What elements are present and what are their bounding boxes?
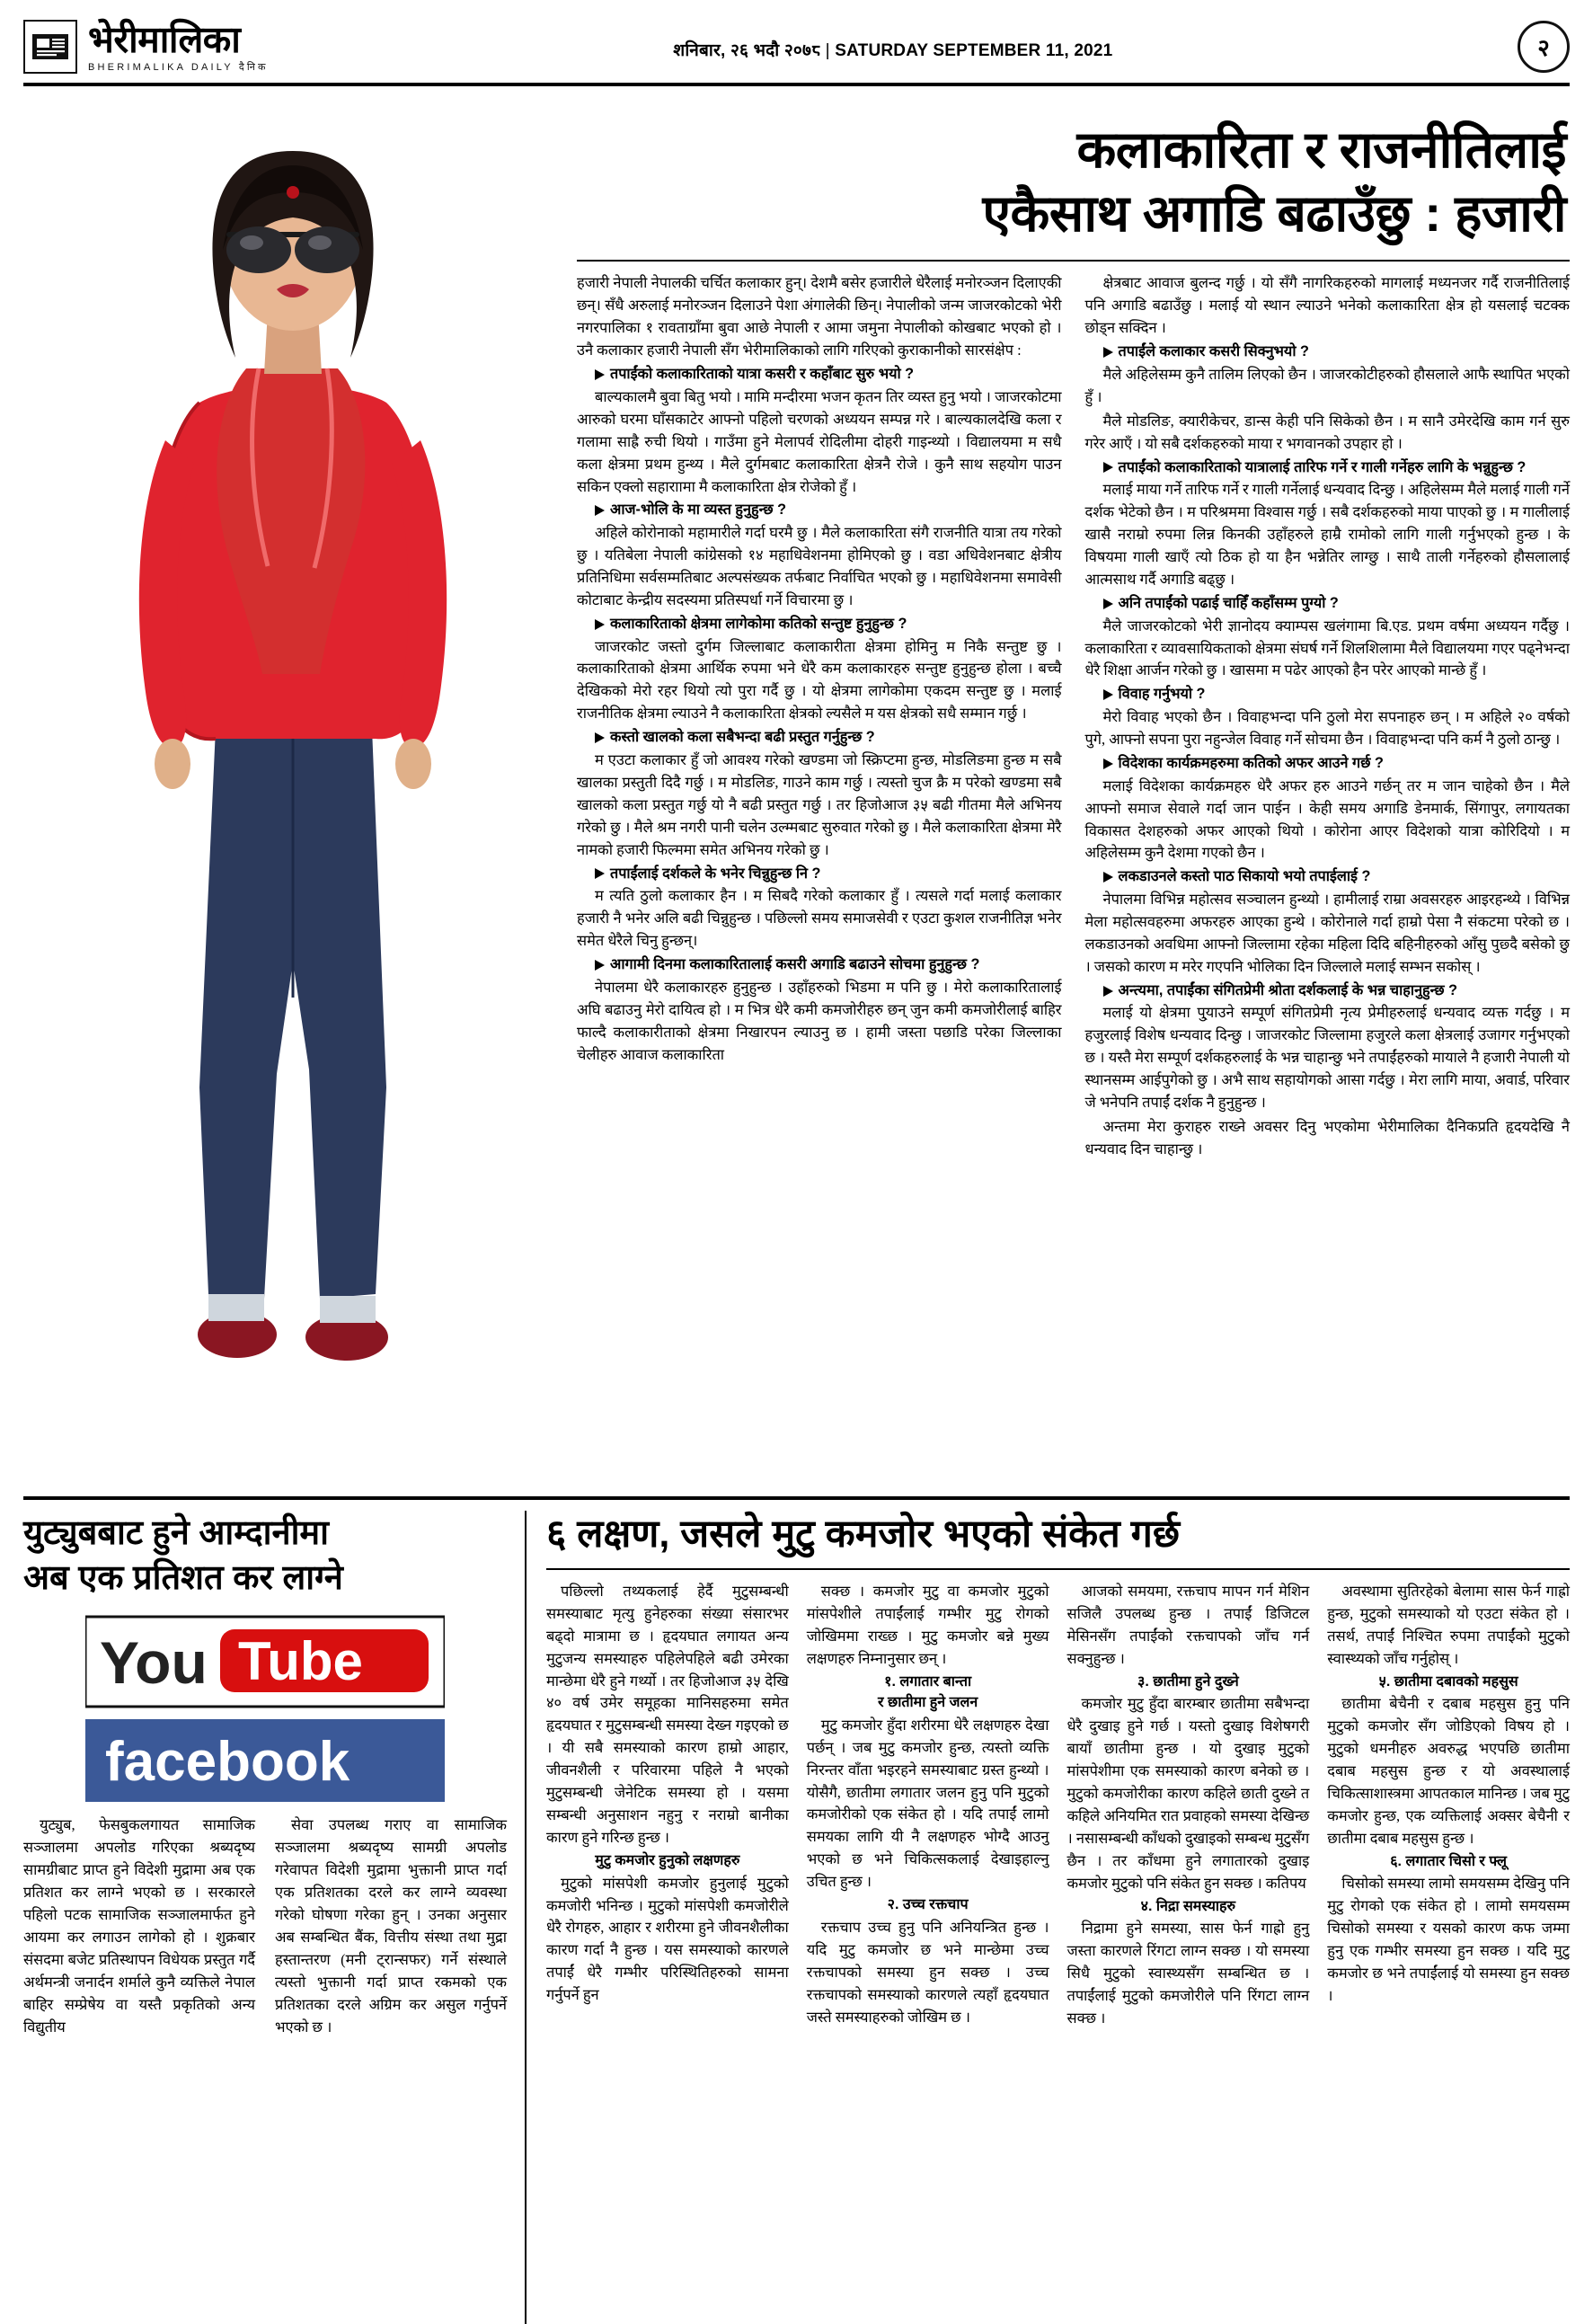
lead-story-text bbox=[577, 99, 1570, 1487]
newspaper-subtitle: BHERIMALIKA DAILY दैनिक bbox=[88, 61, 269, 73]
newspaper-title: भेरीमालिका bbox=[88, 18, 241, 60]
body-paragraph: मैले मोडलिङ, क्यारीकेचर, डान्स केही पनि सिकेको छैन । म सानै उमेरदेखि काम गर्न सुरु गरेर आएँ । यो सबै दर्शकहरुको माया र भगवानको उपहार हो । bbox=[1084, 412, 1570, 452]
body-paragraph: सक्छ । कमजोर मुटु वा कमजोर मुटुको मांसपेशीले तपाईंलाई गम्भीर मुटु रोगको जोखिममा राख्छ । मुटु कमजोर बन्ने मुख्य लक्षणहरु निम्नानुसार छन् । bbox=[806, 1582, 1049, 1667]
question-heading bbox=[577, 727, 1062, 748]
body-paragraph: नेपालमा विभिन्न महोत्सव सञ्चालन हुन्थ्यो । हामीलाई राम्रा अवसरहरु आइरहन्थ्ये । विभिन्न मेला महोत्सवहरुमा अफरहरु आएका हुन्थे । कोरोनाले गर्दा हाम्रो पेसा नै संकटमा परेको छ । लकडाउनको अवधिमा आफ्नो जिल्लामा रहेका महिला दिदि बहिनीहरुको आँसु पुछ्दै बसेको छु । जसको कारण म मरेर गएपनि भोलिका दिन जिल्लाले मलाई सम्भन सकोस् । bbox=[1084, 891, 1570, 975]
youtube-article-columns bbox=[23, 1814, 507, 2040]
heart-article-headline: ६ लक्षण, जसले मुटु कमजोर भएको संकेत गर्छ bbox=[546, 1511, 1570, 1570]
bullet-triangle-icon bbox=[595, 732, 605, 743]
date-separator: | bbox=[825, 41, 830, 60]
question-heading bbox=[577, 500, 1062, 520]
question-text: तपाईंको कलाकारिताको यात्रा कसरी र कहाँबाट सुरु भयो ? bbox=[610, 366, 915, 383]
symptom-heading: ६. लगातार चिसो र फ्लू bbox=[1390, 1853, 1508, 1869]
svg-text:You: You bbox=[100, 1629, 208, 1697]
bullet-triangle-icon bbox=[1103, 986, 1113, 997]
headline-line-1: कलाकारिता र राजनीतिलाई bbox=[1076, 121, 1566, 179]
lead-story bbox=[23, 99, 1570, 1487]
bullet-triangle-icon bbox=[595, 960, 605, 971]
bullet-triangle-icon bbox=[1103, 599, 1113, 609]
body-paragraph: मेरो विवाह भएको छैन । विवाहभन्दा पनि ठुलो मेरा सपनाहरु छन् । म अहिले २० वर्षको पुगे, आफ्नो सपना पुरा नहुन्जेल विवाह गर्ने सोचमा छैन । विवाहभन्दा पनि कर्म नै ठुलो ठान्छु । bbox=[1084, 708, 1570, 749]
page-title bbox=[577, 99, 1570, 260]
bullet-triangle-icon bbox=[1103, 462, 1113, 473]
body-paragraph: म एउटा कलाकार हुँ जो आवश्य गरेको खण्डमा जो स्क्रिप्टमा हुन्छ, मोडलिङमा हुन्छ म सबै खालका प्रस्तुती दिदै गर्छु । म मोडलिङ, गाउने काम गर्छु । त्यस्तो चुज क्रै म परेको खण्डमा सबै खालको कला प्रस्तुत गर्छु यो नै बढी प्रस्तुत गर्छु । तर हिजोआज ३५ बढी गीतमा मैले अभिनय गरेको छु । मैले श्रम नगरी पानी चलेन उल्म्मबाट सुरुवात गरेको छु । मैले कलाकारिता क्षेत्रमा मेरै नामको हजारी फिल्ममा समेत अभिनय गरेको छु । bbox=[577, 750, 1062, 858]
facebook-logo bbox=[85, 1719, 445, 1802]
body-paragraph: मुटु कमजोर हुँदा शरीरमा धेरै लक्षणहरु देखा पर्छन् । जब मुटु कमजोर हुन्छ, त्यस्तो व्यक्ति निरन्तर वाँता भइरहने समस्याबाट ग्रस्त हुन्थ्यो । योसैगै, छातीमा लगातार जलन हुनु पनि मुटुको कमजोरीको एक संकेत हो । यदि तपाईं लामो समयका लागि यी नै लक्षणहरु भोग्दै आउनु भएको छ भने चिकित्सकलाई देखाइहाल्नु उचित हुन्छ । bbox=[806, 1716, 1049, 1891]
symptom-heading: २. उच्च रक्तचाप bbox=[887, 1897, 969, 1913]
bullet-triangle-icon bbox=[1103, 347, 1113, 358]
body-paragraph: क्षेत्रबाट आवाज बुलन्द गर्छु । यो सँगै नागरिकहरुको मागलाई मध्यनजर गर्दै राजनीतिलाई पनि अगाडि बढाउँछु । मलाई यो स्थान ल्याउने भनेको कलाकारिता क्षेत्र हो यसलाई चटक्क छोड्न सक्दिन । bbox=[1084, 274, 1570, 337]
social-logos bbox=[23, 1613, 507, 1802]
date-nepali: शनिबार, २६ भदौ २०७८ bbox=[673, 41, 821, 60]
body-paragraph: जाजरकोट जस्तो दुर्गम जिल्लाबाट कलाकारीता क्षेत्रमा होमिनु म निकै सन्तुष्ट छु । कलाकारिताको क्षेत्रमा आर्थिक रुपमा भने धेरै कम कलाकारहरु सन्तुष्ट हुनुहुन्छ होला । बच्चै देखिकको मेरो रहर थियो त्यो पुरा गर्दै छु । यो क्षेत्रमा लागेकोमा एकदम सन्तुष्ट छु । मलाई राजनीतिक क्षेत्रमा ल्याउने नै कलाकारिता क्षेत्रको ल्यसैले म यस क्षेत्रको सधै सम्मान गर्छु । bbox=[577, 637, 1062, 723]
youtube-column-2 bbox=[275, 1814, 507, 2040]
bullet-triangle-icon bbox=[1103, 758, 1113, 769]
youtube-col1-paragraph: युट्युब, फेसबुकलगायत सामाजिक सञ्जालमा अपलोड गरिएका श्रब्यदृष्य सामग्रीबाट प्राप्त हुने विदेशी मुद्रामा अब एक प्रतिशत कर लाग्ने भएको छ । सरकारले पहिलो पटक सामाजिक सञ्जालमार्फत हुने आयमा कर लगाउन लागेको हो । शुक्रबार संसदमा बजेट प्रतिस्थापन विधेयक प्रस्तुत गर्दै अर्थमन्त्री जनार्दन शर्माले कुनै व्यक्तिले नेपाल बाहिर सम्प्रेषेय वा यस्तै प्रकृतिको अन्य विद्युतीय bbox=[23, 1816, 255, 2036]
heart-column-2 bbox=[807, 1581, 1049, 2032]
question-heading bbox=[1085, 593, 1571, 614]
youtube-headline-line-1: युट्युबबाट हुने आम्दानीमा bbox=[23, 1514, 329, 1552]
body-paragraph: पछिल्लो तथ्यकलाई हेर्दै मुटुसम्बन्धी समस्याबाट मृत्यु हुनेहरुका संख्या संसारभर बढ्दो मात्रामा छ । हृदयघात लगायत अन्य मुटुजन्य समस्याहरु पहिलेपहिले बढी उमेरका मान्छेमा धेरै हुने गर्थ्यो । तर हिजोआज ३५ देखि ४० वर्ष उमेर समूहका मानिसहरुमा समेत हृदयघात र मुटुसम्बन्धी समस्या देख्न गइएको छ । यी सबै समस्याको कारण हाम्रो आहार, जीवनशैली र परिवारमा पहिले नै भएको मुटुसम्बन्धी जेनेटिक समस्या हो । यसमा सम्बन्धी अनुसाशन नहुनु र नराम्रो बानीका कारण हुने गरिन्छ हुन्छ । bbox=[546, 1582, 789, 1847]
masthead-brand bbox=[23, 20, 269, 74]
question-heading bbox=[577, 614, 1062, 634]
body-paragraph: चिसोको समस्या लामो समयसम्म देखिनु पनि मुटु रोगको एक संकेत हो । लामो समयसम्म चिसोको समस्या र यसको कारण कफ जम्मा हुनु एक गम्भीर समस्या हुन सक्छ । यदि मुटु कमजोर छ भने तपाईंलाई यो समस्या हुन सक्छ । bbox=[1327, 1875, 1570, 2004]
body-paragraph: रक्तचाप उच्च हुनु पनि अनियन्त्रित हुन्छ । यदि मुटु कमजोर छ भने मान्छेमा उच्च रक्तचापको समस्या हुन सक्छ । उच्च रक्तचापको समस्याको कारणले त्यहाँ हृदयघात जस्ते समस्याहरुको जोखिम छ । bbox=[806, 1918, 1049, 2026]
body-paragraph: मलाई माया गर्ने तारिफ गर्ने र गाली गर्नेलाई धन्यवाद दिन्छु । अहिलेसम्म मैले मलाई गाली गर्ने दर्शक भेटेको छैन । म परिश्रममा विश्वास गर्छु । सबै दर्शकहरुको माया पाएको छु । म गालीलाई खासै नराम्रो रुपमा लिन्न किनकी उहाँहरुले हाम्रै रामोको लागि गाली गर्नुभएको हुन्छ । के विषयमा गाली खाएँ त्यो ठिक हो या हैन भन्नेतिर लाग्छु । साथै ताली गर्नेहरुको हौसलालाई आत्मसाथ गर्दै अगाडि बढ्छु । bbox=[1084, 481, 1570, 588]
bullet-triangle-icon bbox=[595, 505, 605, 516]
lead-columns bbox=[577, 260, 1570, 1487]
body-paragraph: छातीमा बेचैनी र दबाब महसुस हुनु पनि मुटुको कमजोर सँग जोडिएको विषय हो । मुटुको धमनीहरु अवरुद्ध भएपछि छातीमा दबाब महसुस हुन्छ र यो अवस्थालाई चिकित्साशास्त्रमा आपतकाल मानिन्छ । जब मुटु कमजोर हुन्छ, एक व्यक्तिलाई अक्सर बेचैनी र छातीमा दबाब महसुस हुन्छ । bbox=[1327, 1695, 1570, 1847]
question-text: कलाकारिताको क्षेत्रमा लागेकोमा कतिको सन्तुष्ट हुनुहुन्छ ? bbox=[610, 615, 907, 632]
heart-article-columns bbox=[546, 1581, 1570, 2032]
body-paragraph: बाल्यकालमै बुवा बितु भयो । मामि मन्दीरमा भजन कृतन तिर व्यस्त हुनु भयो । जाजरकोटमा आरुको घरमा घाँसकाटेर आफ्नो पहिलो चरणको अध्ययन सम्पन्न गरे । बाल्यकालदेखि कला र गलामा साह्रै रुची थियो । गाउँमा हुने मेलापर्व रोदिलीमा दोहरी गाइन्थ्यो । विद्यालयमा म सधै कला क्षेत्रमा प्रथम हुन्थ्य । मैले दुर्गमबाट कलाकारिता क्षेत्रनै रोजे । कुनै साथ सहयोग पाउन सकिन एक्लो सहाराामा मै कलाकारिता क्षेत्र रोजेको हुँ । bbox=[577, 387, 1062, 495]
question-text: तपाईंले कलाकार कसरी सिक्नुभयो ? bbox=[1118, 343, 1309, 360]
heart-column-1 bbox=[546, 1581, 789, 2032]
question-heading bbox=[1085, 342, 1571, 362]
lead-col1-body bbox=[577, 364, 1062, 1066]
symptom-heading: ४. निद्रा समस्याहरु bbox=[1140, 1898, 1236, 1914]
symptom-heading: ३. छातीमा हुने दुख्ने bbox=[1137, 1673, 1239, 1690]
body-paragraph: अवस्थामा सुतिरहेको बेलामा सास फेर्न गाह्रो हुन्छ, मुटुको समस्याको यो एउटा संकेत हो । तसर्थ, तपाईं निश्चित रुपमा तपाईंको मुटुको स्वास्थ्यको जाँच गर्नुहोस् । bbox=[1327, 1582, 1570, 1667]
lead-col2-body bbox=[1085, 272, 1571, 1161]
question-text: कस्तो खालको कला सबैभन्दा बढी प्रस्तुत गर्नुहुन्छ ? bbox=[610, 729, 875, 746]
body-paragraph: मैले अहिलेसम्म कुनै तालिम लिएको छैन । जाजरकोटीहरुको हौसलाले आफै स्थापित भएको हुँ । bbox=[1084, 365, 1570, 405]
question-text: तपाईंको कलाकारिताको यात्रालाई तारिफ गर्ने र गाली गर्नेहरु लागि के भन्नुहुन्छ ? bbox=[1118, 458, 1527, 475]
question-heading bbox=[1085, 980, 1571, 1001]
date-english: SATURDAY SEPTEMBER 11, 2021 bbox=[835, 41, 1113, 60]
newspaper-emblem-icon bbox=[23, 20, 77, 74]
question-heading bbox=[577, 364, 1062, 385]
symptom-heading: र छातीमा हुने जलन bbox=[878, 1695, 978, 1711]
question-heading bbox=[577, 954, 1062, 975]
body-paragraph: आजको समयमा, रक्तचाप मापन गर्न मेशिन सजिलै उपलब्ध हुन्छ । तपाईं डिजिटल मेसिनसँग तपाईंको रक्तचापको जाँच गर्न सक्नुहुन्छ । bbox=[1066, 1582, 1310, 1667]
masthead bbox=[23, 20, 1570, 86]
bullet-triangle-icon bbox=[595, 619, 605, 630]
headline-line-2: एकैसाथ अगाडि बढाउँछु : हजारी bbox=[982, 184, 1566, 243]
body-paragraph: कमजोर मुटु हुँदा बारम्बार छातीमा सबैभन्दा धेरै दुखाइ हुने गर्छ । यस्तो दुखाइ विशेषगरी बायाँ छातीमा हुन्छ । यो दुखाइ मुटुको मांसपेशीमा एक समस्याको कारण बनेको छ । मुटुको कमजोरीका कारण कहिले छाती दुख्ने त कहिले अनियमित रात प्रवाहको समस्या देखिन्छ । नसासम्बन्धी काँधको दुखाइको सम्बन्ध मुटुसँग छैन । तर काँधमा हुने लगातारको दुखाइ कमजोर मुटुको पनि संकेत हुन सक्छ । कतिपय bbox=[1066, 1695, 1310, 1892]
lead-intro: हजारी नेपाली नेपालकी चर्चित कलाकार हुन्। देशमै बसेर हजारीले धेरैलाई मनोरञ्जन दिलाएकी छन्। सँधै अरुलाई मनोरञ्जन दिलाउने पेशा अंगालेकी छिन्। नेपालीको जन्म जाजरकोटको भेरी नगरपालिका १ रावताग्राँमा बुवा आछे नेपाली र आमा जमुना नेपालीको कोखबाट भएको हो । उनै कलाकार हजारी नेपाली सँग भेरीमालिकाको लागि गरिएको कुराकानीको सारसंक्षेप : bbox=[577, 274, 1062, 359]
bullet-triangle-icon bbox=[1103, 689, 1113, 700]
heart-column-4 bbox=[1327, 1581, 1570, 2032]
question-text: तपाईंलाई दर्शकले के भनेर चिन्नुहुन्छ नि ? bbox=[610, 865, 821, 882]
body-paragraph: अहिले कोरोनाको महामारीले गर्दा घरमै छु । मैले कलाकारिता संगै राजनीति यात्रा तय गरेको छु । यतिबेला नेपाली कांग्रेसको १४ महाधिवेशनमा होमिएको छु । वडा अधिवेशनबाट क्षेत्रीय प्रतिनिधिमा सर्वसम्मतिबाट अल्पसंख्यक तर्फबाट निर्वाचित भएको छु । महाधिवेशनमा समावेसी कोटाबाट केन्द्रीय सदस्यमा प्रतिस्पर्धा गर्ने विचारमा छु । bbox=[577, 524, 1062, 608]
page-number-badge: २ bbox=[1518, 21, 1570, 73]
bullet-triangle-icon bbox=[1103, 872, 1113, 883]
youtube-headline-line-2: अब एक प्रतिशत कर लाग्ने bbox=[23, 1559, 343, 1598]
question-heading bbox=[1085, 457, 1571, 478]
symptom-heading: ५. छातीमा दबावको महसुस bbox=[1378, 1673, 1518, 1690]
symptom-heading: मुटु कमजोर हुनुको लक्षणहरु bbox=[595, 1853, 740, 1868]
heart-column-3 bbox=[1067, 1581, 1310, 2032]
lead-column-2 bbox=[1085, 272, 1571, 1487]
body-paragraph: अन्तमा मेरा कुराहरु राख्ने अवसर दिनु भएकोमा भेरीमालिका दैनिकप्रति हृदयदेखि नै धन्यवाद दिन चाहान्छु । bbox=[1084, 1118, 1570, 1158]
body-paragraph: मुटुको मांसपेशी कमजोर हुनुलाई मुटुको कमजोरी भनिन्छ । मुटुको मांसपेशी कमजोरीले धेरै रोगहरु, आहार र शरीरमा हुने जीवनशैलीका कारण गर्दा नै हुन्छ । यस समस्याको कारणले तपाईं धेरै गम्भीर परिस्थितिहरुको सामना गर्नुपर्ने हुन bbox=[546, 1874, 789, 2004]
body-paragraph: निद्रामा हुने समस्या, सास फेर्न गाह्रो हुनु जस्ता कारणले रिंगटा लाग्न सक्छ । यो समस्या सिधै मुटुको स्वास्थ्यसँग सम्बन्धित छ । तपाईंलाई मुटुको कमजोरीले पनि रिंगटा लाग्न सक्छ । bbox=[1066, 1920, 1310, 2027]
question-heading bbox=[1085, 684, 1571, 705]
youtube-article-headline bbox=[23, 1511, 507, 1601]
svg-text:facebook: facebook bbox=[105, 1731, 350, 1794]
question-text: विदेशका कार्यक्रमहरुमा कतिको अफर आउने गर्छ ? bbox=[1118, 754, 1384, 771]
svg-text:Tube: Tube bbox=[238, 1631, 363, 1692]
body-paragraph: म त्यति ठुलो कलाकार हैन । म सिबदै गरेको कलाकार हुँ । त्यसले गर्दा मलाई कलाकार हजारी नै भनेर अलि बढी चिन्नुहुन्छ । पछिल्लो समय समाजसेवी र एउटा कुशल राजनीतिज्ञ भनेर समेत धेरैले चिनु हुन्छन्। bbox=[577, 887, 1062, 950]
body-paragraph: मलाई यो क्षेत्रमा पु्याउने सम्पूर्ण संगितप्रेमी नृत्य प्रेमीहरुलाई धन्यवाद व्यक्त गर्दछु । म हजुरलाई विशेष धन्यवाद दिन्छु । जाजरकोट जिल्लामा हजुरले कला क्षेत्रलाई उजागर गर्नुभएको छ । यस्तै मेरा सम्पूर्ण दर्शकहरुलाई के भन्न चाहान्छु भने तपाईंहरुको मायाले नै हजारी नेपाली यो स्थानसम्म आईपुगेको छु । अभै साथ सहायोगको आसा गर्दछु । मेरा लागि माया, अवार्ड, परिवार जे भनेपनि तपाईं दर्शक नै हुनुहुन्छ । bbox=[1084, 1004, 1570, 1112]
question-text: आज-भोलि के मा व्यस्त हुनुहुन्छ ? bbox=[610, 501, 786, 519]
youtube-column-1 bbox=[23, 1814, 255, 2040]
question-text: आगामी दिनमा कलाकारितालाई कसरी अगाडि बढाउने सोचमा हुनुहुन्छ ? bbox=[610, 956, 980, 973]
youtube-tax-article bbox=[23, 1511, 527, 2324]
masthead-date bbox=[673, 32, 1112, 61]
question-text: अनि तपाईंको पढाई चाहिँ कहाँसम्म पुग्यो ? bbox=[1118, 594, 1339, 611]
question-text: अन्त्यमा, तपाईंका संगितप्रेमी श्रोता दर्शकलाई के भन्न चाहानुहुन्छ ? bbox=[1118, 981, 1458, 998]
bullet-triangle-icon bbox=[595, 868, 605, 879]
body-paragraph: नेपालमा धेरै कलाकारहरु हुनुहुन्छ । उहाँहरुको भिडमा म पनि छु । मेरो कलाकारितालाई अघि बढाउनु मेरो दायित्व हो । म भित्र धेरै कमी कमजोरीहरु छन् जुन कमी कमजोरीलाई बाहिर फाल्दै कलाकारीताको क्षेत्रमा निखारपन ल्याउनु छ । हामी जस्ता पछाडि परेका जिल्लाका चेलीहरु आवाज कलाकारिता bbox=[577, 978, 1062, 1063]
body-paragraph: मैले जाजरकोटको भेरी ज्ञानोदय क्याम्पस खलंगामा बि.एड. प्रथम वर्षमा अध्ययन गर्दैछु । कलाकारिता र व्यावसायिकताको क्षेत्रमा संघर्ष गर्ने शिलशिलामा मैले विद्यालयमा गएर पढ्नेभन्दा धेरै शिक्षा आर्जन गरेको छु । खासमा म पढेर आएको हैन परेर आएको मान्छे हुँ । bbox=[1084, 616, 1570, 679]
youtube-logo bbox=[85, 1613, 445, 1710]
heart-health-article bbox=[527, 1511, 1570, 2324]
bottom-section bbox=[23, 1496, 1570, 2324]
question-heading bbox=[1085, 753, 1571, 774]
question-text: विवाह गर्नुभयो ? bbox=[1118, 686, 1206, 703]
question-text: लकडाउनले कस्तो पाठ सिकायो भयो तपाईलाई ? bbox=[1118, 868, 1371, 885]
body-paragraph: मलाई विदेशका कार्यक्रमहरु धेरै अफर हरु आउने गर्छन् तर म जान चाहेको छैन । मैले आफ्नो समाज सेवाले गर्दा जान पाईन । केही समय अगाडि डेनमार्क, सिंगापुर, लगायतका विकासत देशहरुको अफर आएको थियो । कोरोना आएर विदेशको यात्रा कोरिदियो । म अहिलेसम्म कुनै देशमा गएको छैन । bbox=[1084, 776, 1570, 862]
question-heading bbox=[1085, 866, 1571, 887]
symptom-heading: १. लगातार बान्ता bbox=[884, 1673, 972, 1690]
lead-column-1 bbox=[577, 272, 1062, 1487]
question-heading bbox=[577, 864, 1062, 884]
youtube-col2-paragraph: सेवा उपलब्ध गराए वा सामाजिक सञ्जालमा श्रब्यदृष्य सामग्री अपलोड गरेवापत विदेशी मुद्रामा भुक्तानी प्राप्त गर्दा एक प्रतिशतका दरले कर लाग्ने व्यवस्था गरेको घोषणा गरेका हुन् । उनका अनुसार अब सम्बन्धित बैंक, वित्तीय संस्था तथा मुद्रा हस्तान्तरण (मनी ट्रान्सफर) गर्ने संस्थाले त्यस्तो भुक्तानी गर्दा प्राप्त रकमको एक प्रतिशतका दरले अग्रिम कर असुल गर्नुपर्ने भएको छ । bbox=[275, 1816, 507, 2036]
artist-portrait-photo bbox=[23, 99, 561, 1487]
bullet-triangle-icon bbox=[595, 369, 605, 380]
